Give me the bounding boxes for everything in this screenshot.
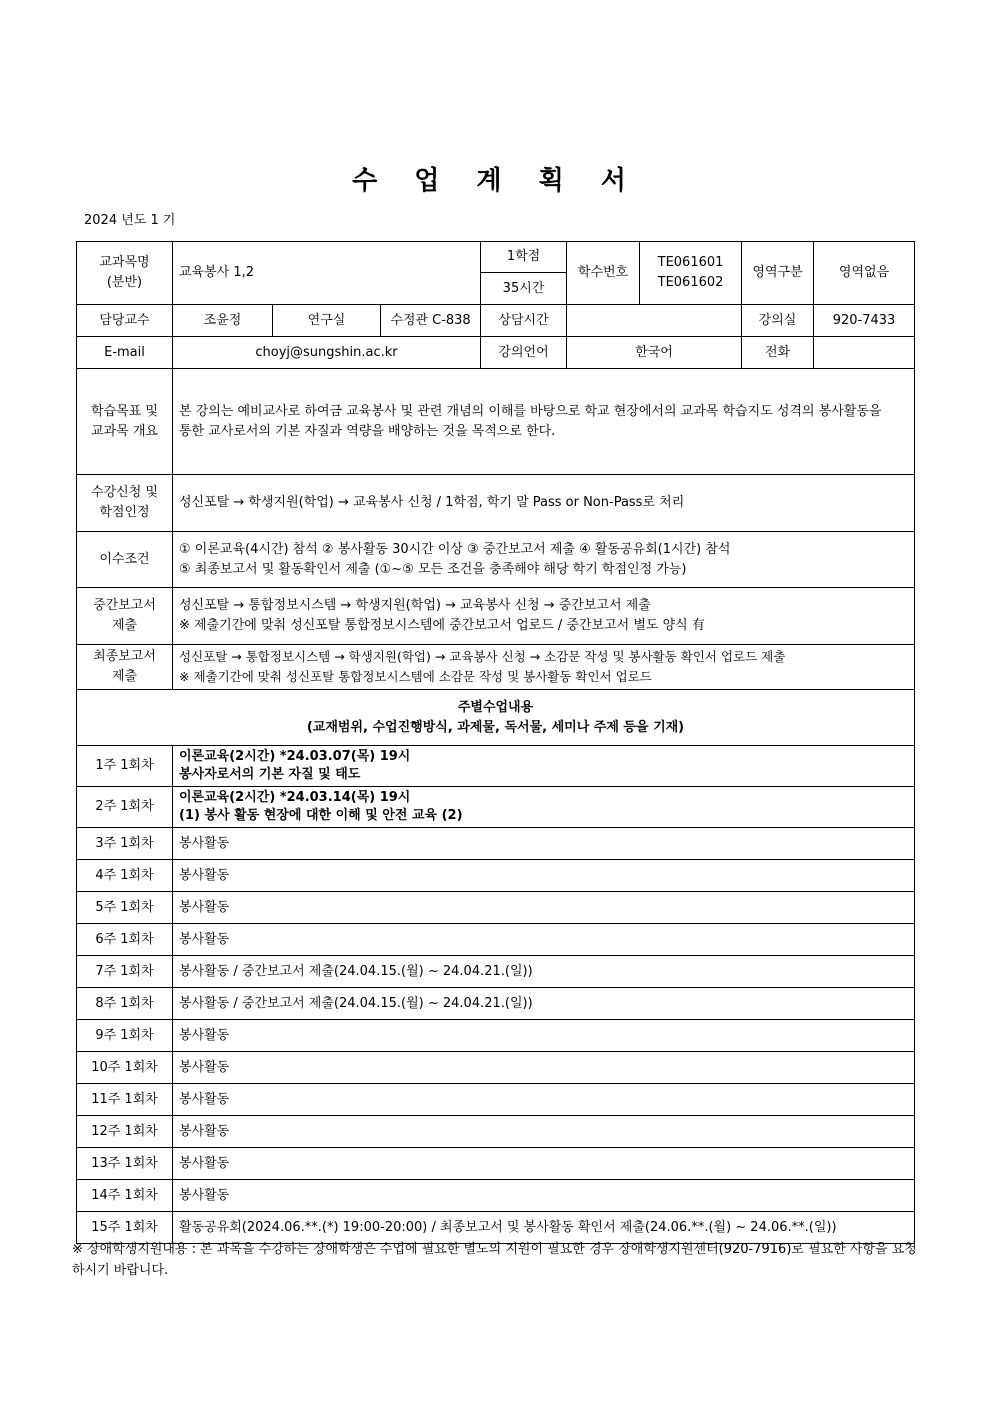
week-content: 봉사활동: [173, 1148, 915, 1180]
area-label: 영역구분: [742, 242, 814, 305]
week-label: 2주 1회차: [77, 787, 173, 828]
prof-label: 담당교수: [77, 305, 173, 337]
table-row: [77, 787, 915, 828]
week-label: 14주 1회차: [77, 1180, 173, 1212]
phone-value: [814, 337, 915, 369]
course-codes: TE061601 TE061602: [640, 242, 742, 305]
week-label: 12주 1회차: [77, 1116, 173, 1148]
week-content: 봉사활동: [173, 1020, 915, 1052]
mid-text: 성신포탈 → 통합정보시스템 → 학생지원(학업) → 교육봉사 신청 → 중간보고서 제출 ※ 제출기간에 맞춰 성신포탈 통합정보시스템에 중간보고서 업로드 / 중간보고서 별도 양식 有: [173, 588, 915, 645]
goal-text: 본 강의는 예비교사로 하여금 교육봉사 및 관련 개념의 이해를 바탕으로 학교 현장에서의 교과목 학습지도 성격의 봉사활동을 통한 교사로서의 기본 자질과 역량을 배양하는 것을 목적으로 한다.: [173, 369, 915, 475]
week-content: 봉사활동: [173, 1180, 915, 1212]
week-content: 봉사활동: [173, 924, 915, 956]
week-content: 봉사활동: [173, 1116, 915, 1148]
week-label: 13주 1회차: [77, 1148, 173, 1180]
table-row: [77, 1052, 915, 1084]
complete-text: ① 이론교육(4시간) 참석 ② 봉사활동 30시간 이상 ③ 중간보고서 제출 ④ 활동공유회(1시간) 참석 ⑤ 최종보고서 및 활동확인서 제출 (①~⑤ 모든 조건을 충족해야 해당 학기 학점인정 가능): [173, 532, 915, 588]
week-label: 15주 1회차: [77, 1212, 173, 1244]
area-value: 영역없음: [814, 242, 915, 305]
week-content: 봉사활동: [173, 892, 915, 924]
table-row: [77, 1020, 915, 1052]
mid-label: 중간보고서 제출: [77, 588, 173, 645]
table-row: [77, 1084, 915, 1116]
week-label: 8주 1회차: [77, 988, 173, 1020]
week-label: 6주 1회차: [77, 924, 173, 956]
credit: 1학점: [481, 242, 567, 273]
weekly-rows: [77, 746, 915, 1244]
syllabus-table: [76, 241, 915, 1244]
course-label: 교과목명 (분반): [77, 242, 173, 305]
week-content: 이론교육(2시간) *24.03.14(목) 19시 (1) 봉사 활동 현장에 대한 이해 및 안전 교육 (2): [173, 787, 915, 828]
table-row: [77, 1116, 915, 1148]
room-value: 920-7433: [814, 305, 915, 337]
consult-value: [567, 305, 742, 337]
final-text: 성신포탈 → 통합정보시스템 → 학생지원(학업) → 교육봉사 신청 → 소감문 작성 및 봉사활동 확인서 업로드 제출 ※ 제출기간에 맞춰 성신포탈 통합정보시스템에 소감문 작성 및 봉사활동 확인서 업로드: [173, 645, 915, 690]
final-label: 최종보고서 제출: [77, 645, 173, 690]
room-label: 강의실: [742, 305, 814, 337]
lang-value: 한국어: [567, 337, 742, 369]
week-label: 10주 1회차: [77, 1052, 173, 1084]
week-content: 봉사활동: [173, 1052, 915, 1084]
week-label: 3주 1회차: [77, 828, 173, 860]
office-label: 연구실: [273, 305, 381, 337]
week-label: 1주 1회차: [77, 746, 173, 787]
week-label: 7주 1회차: [77, 956, 173, 988]
table-row: [77, 1148, 915, 1180]
table-row: [77, 988, 915, 1020]
week-content: 봉사활동 / 중간보고서 제출(24.04.15.(월) ~ 24.04.21.(일)): [173, 988, 915, 1020]
week-content: 봉사활동: [173, 860, 915, 892]
office-value: 수정관 C-838: [381, 305, 481, 337]
code-label: 학수번호: [567, 242, 640, 305]
lang-label: 강의언어: [481, 337, 567, 369]
phone-label: 전화: [742, 337, 814, 369]
enroll-label: 수강신청 및 학점인정: [77, 475, 173, 532]
course-name: 교육봉사 1,2: [173, 242, 481, 305]
week-content: 이론교육(2시간) *24.03.07(목) 19시 봉사자로서의 기본 자질 및 태도: [173, 746, 915, 787]
prof-name: 조윤정: [173, 305, 273, 337]
week-content: 봉사활동: [173, 1084, 915, 1116]
page-title: 수 업 계 획 서: [352, 166, 640, 196]
goal-label: 학습목표 및 교과목 개요: [77, 369, 173, 475]
table-row: [77, 956, 915, 988]
year-term: 2024 년도 1 기: [84, 213, 176, 228]
table-row: [77, 892, 915, 924]
complete-label: 이수조건: [77, 532, 173, 588]
week-content: 봉사활동: [173, 828, 915, 860]
week-label: 9주 1회차: [77, 1020, 173, 1052]
week-content: 활동공유회(2024.06.**.(*) 19:00-20:00) / 최종보고서 및 봉사활동 확인서 제출(24.06.**.(월) ~ 24.06.**.(일)): [173, 1212, 915, 1244]
email-value: choyj@sungshin.ac.kr: [173, 337, 481, 369]
consult-label: 상담시간: [481, 305, 567, 337]
table-row: [77, 1180, 915, 1212]
enroll-text: 성신포탈 → 학생지원(학업) → 교육봉사 신청 / 1학점, 학기 말 Pass or Non-Pass로 처리: [173, 475, 915, 532]
table-row: [77, 746, 915, 787]
week-label: 11주 1회차: [77, 1084, 173, 1116]
week-label: 4주 1회차: [77, 860, 173, 892]
hours: 35시간: [481, 273, 567, 305]
table-row: [77, 924, 915, 956]
email-label: E-mail: [77, 337, 173, 369]
disability-note: ※ 장애학생지원내용 : 본 과목을 수강하는 장애학생은 수업에 필요한 별도의 지원이 필요한 경우 장애학생지원센터(920-7916)로 필요한 사항을 요청하시기 바랍니다.: [72, 1242, 917, 1278]
week-label: 5주 1회차: [77, 892, 173, 924]
week-content: 봉사활동 / 중간보고서 제출(24.04.15.(월) ~ 24.04.21.(일)): [173, 956, 915, 988]
table-row: [77, 860, 915, 892]
table-row: [77, 828, 915, 860]
weekly-header: 주별수업내용 (교재범위, 수업진행방식, 과제물, 독서물, 세미나 주제 등을 기재): [77, 690, 915, 746]
